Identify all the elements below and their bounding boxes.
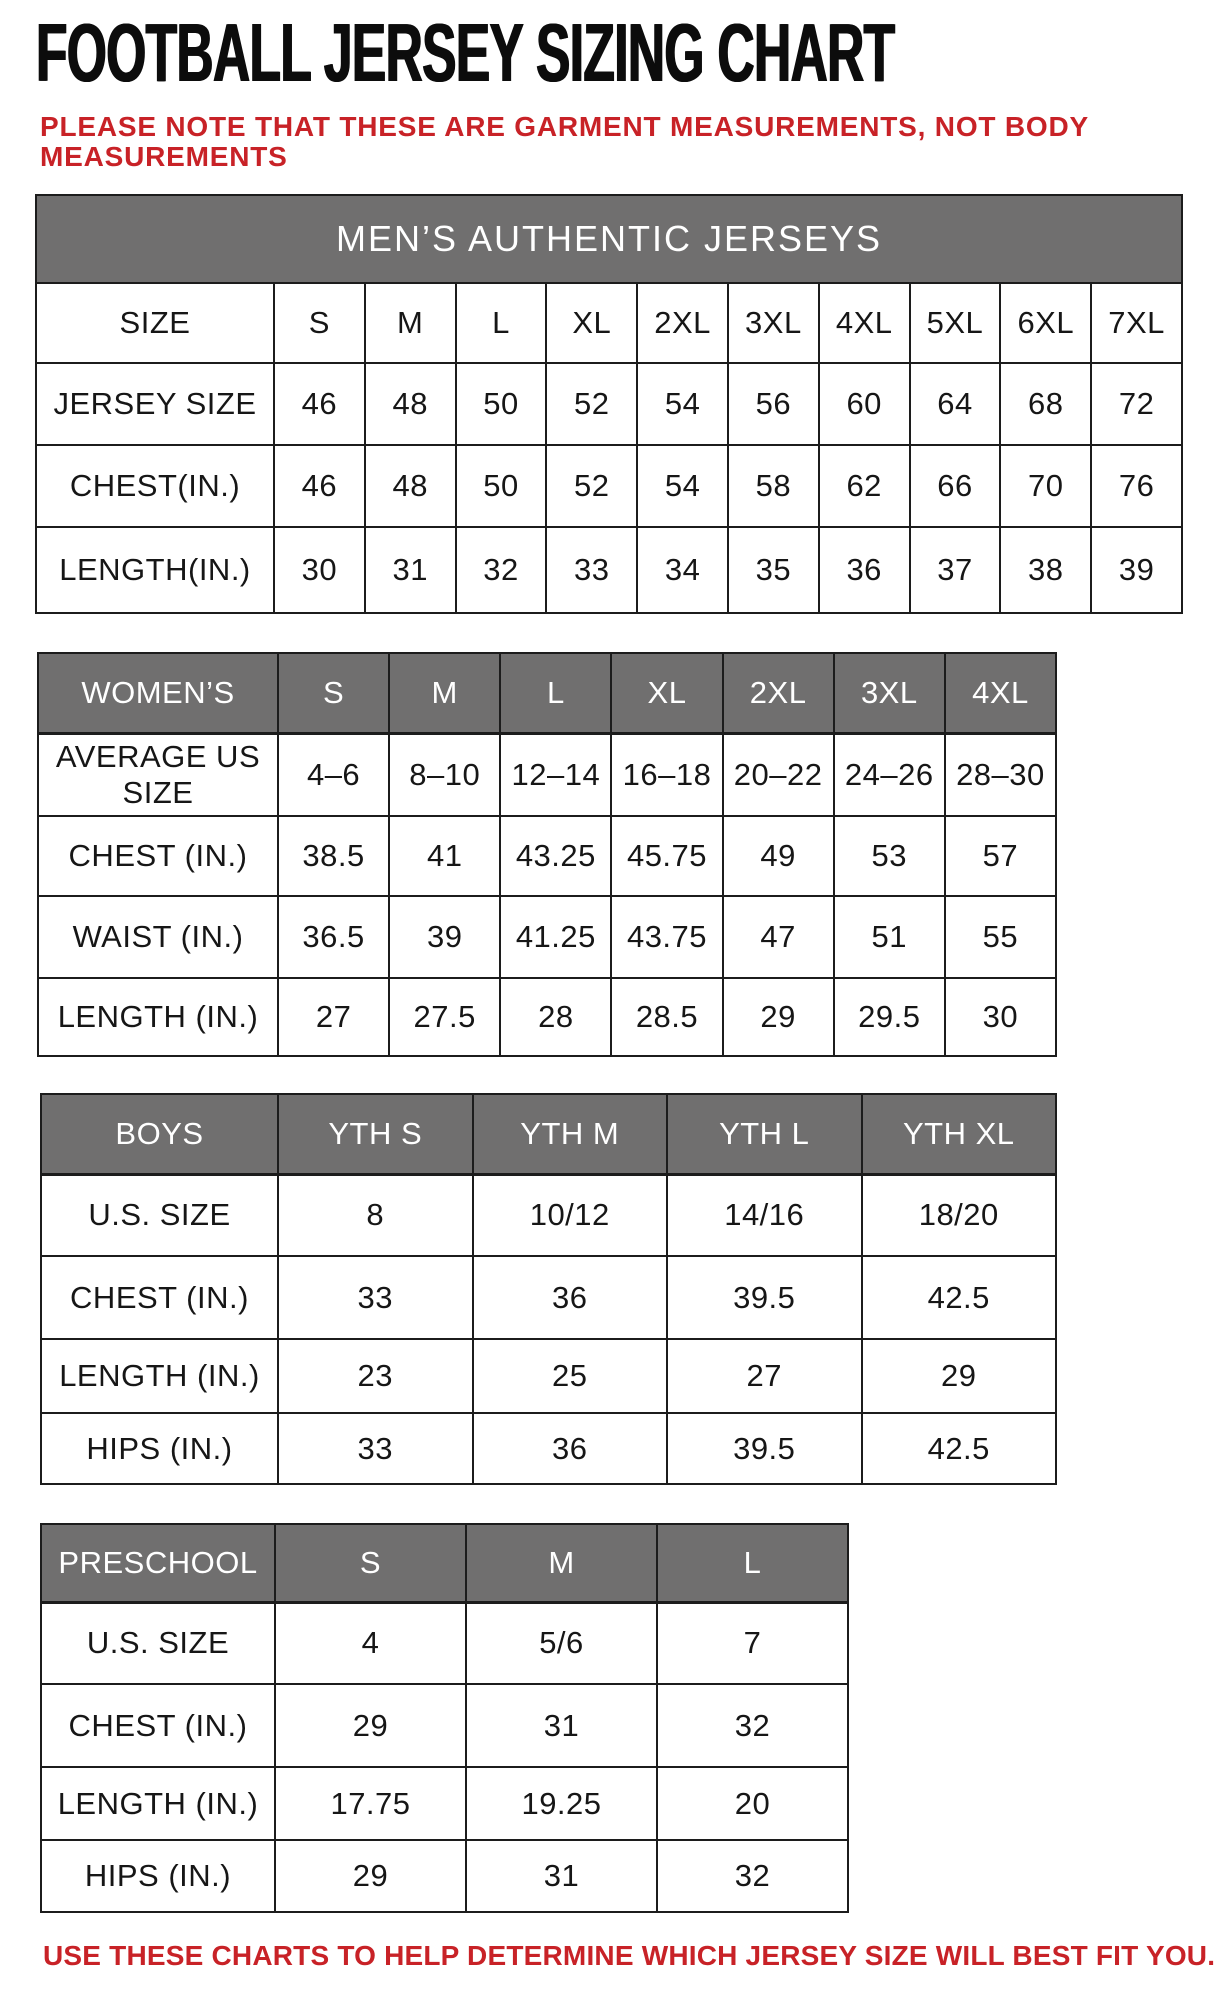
table-cell: 8–10 xyxy=(389,733,500,816)
table-cell: 51 xyxy=(834,896,945,978)
table-cell: 24–26 xyxy=(834,733,945,816)
table-cell: 48 xyxy=(365,363,456,445)
table-cell: 28 xyxy=(500,978,611,1056)
table-cell: 35 xyxy=(728,527,819,613)
table-cell: 8 xyxy=(278,1174,473,1256)
table-row xyxy=(38,733,1056,816)
table-cell: 58 xyxy=(728,445,819,527)
table-header-cell: M xyxy=(466,1524,657,1602)
table-cell: 60 xyxy=(819,363,910,445)
table-cell: 41.25 xyxy=(500,896,611,978)
table-cell: 12–14 xyxy=(500,733,611,816)
table-cell: 2XL xyxy=(637,283,728,363)
table-cell: M xyxy=(365,283,456,363)
table-cell: 62 xyxy=(819,445,910,527)
table-cell: 31 xyxy=(466,1684,657,1767)
table-cell: 49 xyxy=(723,816,834,896)
table-cell: 54 xyxy=(637,363,728,445)
table-cell: 66 xyxy=(910,445,1001,527)
page-title xyxy=(36,6,1220,99)
table-row xyxy=(36,527,1182,613)
table-row xyxy=(36,363,1182,445)
row-label: U.S. SIZE xyxy=(41,1174,278,1256)
table-cell: 32 xyxy=(657,1840,848,1912)
table-header-cell: L xyxy=(500,653,611,733)
table-cell: 29 xyxy=(723,978,834,1056)
table-cell: 20–22 xyxy=(723,733,834,816)
table-row xyxy=(36,445,1182,527)
table-cell: 39.5 xyxy=(667,1413,862,1484)
table-cell: XL xyxy=(546,283,637,363)
table-cell: 4 xyxy=(275,1602,466,1684)
table-cell: 28.5 xyxy=(611,978,722,1056)
table-cell: 7XL xyxy=(1091,283,1182,363)
table-cell: 7 xyxy=(657,1602,848,1684)
table-cell: 39.5 xyxy=(667,1256,862,1339)
table-cell: 28–30 xyxy=(945,733,1056,816)
mens-authentic-jerseys-table xyxy=(35,194,1183,614)
table-cell: 41 xyxy=(389,816,500,896)
table-cell: 29.5 xyxy=(834,978,945,1056)
row-label: CHEST (IN.) xyxy=(41,1256,278,1339)
table-cell: 17.75 xyxy=(275,1767,466,1840)
table-header-cell: YTH L xyxy=(667,1094,862,1174)
page-title-text: FOOTBALL JERSEY SIZING CHART xyxy=(36,6,895,99)
table-row xyxy=(41,1256,1056,1339)
table-cell: 42.5 xyxy=(862,1256,1057,1339)
table-cell: 45.75 xyxy=(611,816,722,896)
table-cell: 38.5 xyxy=(278,816,389,896)
row-label: LENGTH (IN.) xyxy=(41,1767,275,1840)
row-label: LENGTH (IN.) xyxy=(41,1339,278,1413)
table-cell: 55 xyxy=(945,896,1056,978)
table-cell: 27.5 xyxy=(389,978,500,1056)
table-cell: 37 xyxy=(910,527,1001,613)
table-cell: L xyxy=(456,283,547,363)
row-label: SIZE xyxy=(36,283,274,363)
table-row xyxy=(41,1602,848,1684)
mens-banner-row xyxy=(36,195,1182,283)
table-header-cell: M xyxy=(389,653,500,733)
table-cell: 72 xyxy=(1091,363,1182,445)
table-cell: 34 xyxy=(637,527,728,613)
table-cell: 25 xyxy=(473,1339,668,1413)
table-cell: 42.5 xyxy=(862,1413,1057,1484)
table-cell: 39 xyxy=(1091,527,1182,613)
row-label: JERSEY SIZE xyxy=(36,363,274,445)
row-label: CHEST (IN.) xyxy=(38,816,278,896)
table-cell: 64 xyxy=(910,363,1001,445)
womens-header-row xyxy=(38,653,1056,733)
boys-sizing-table xyxy=(40,1093,1057,1485)
table-cell: 43.25 xyxy=(500,816,611,896)
table-cell: 56 xyxy=(728,363,819,445)
table-cell: 50 xyxy=(456,445,547,527)
table-cell: 46 xyxy=(274,445,365,527)
row-label: HIPS (IN.) xyxy=(41,1413,278,1484)
table-header-cell: YTH XL xyxy=(862,1094,1057,1174)
table-cell: 19.25 xyxy=(466,1767,657,1840)
table-row xyxy=(41,1684,848,1767)
table-header-cell: YTH M xyxy=(473,1094,668,1174)
table-row xyxy=(41,1767,848,1840)
table-cell: 38 xyxy=(1000,527,1091,613)
row-label: U.S. SIZE xyxy=(41,1602,275,1684)
table-header-cell: S xyxy=(278,653,389,733)
table-row xyxy=(38,978,1056,1056)
table-cell: 14/16 xyxy=(667,1174,862,1256)
table-header-cell: YTH S xyxy=(278,1094,473,1174)
table-cell: 23 xyxy=(278,1339,473,1413)
table-header-label: WOMEN’S xyxy=(38,653,278,733)
table-header-label: PRESCHOOL xyxy=(41,1524,275,1602)
garment-measurements-note: PLEASE NOTE THAT THESE ARE GARMENT MEASUREMENTS, NOT BODY MEASUREMENTS xyxy=(40,111,1089,172)
table-cell: 29 xyxy=(862,1339,1057,1413)
table-cell: 18/20 xyxy=(862,1174,1057,1256)
row-label: CHEST(IN.) xyxy=(36,445,274,527)
table-cell: 36 xyxy=(473,1413,668,1484)
table-cell: S xyxy=(274,283,365,363)
table-cell: 10/12 xyxy=(473,1174,668,1256)
preschool-header-row xyxy=(41,1524,848,1602)
table-cell: 29 xyxy=(275,1840,466,1912)
table-row xyxy=(41,1339,1056,1413)
table-cell: 57 xyxy=(945,816,1056,896)
table-cell: 30 xyxy=(945,978,1056,1056)
table-cell: 39 xyxy=(389,896,500,978)
table-cell: 50 xyxy=(456,363,547,445)
table-header-label: BOYS xyxy=(41,1094,278,1174)
table-cell: 68 xyxy=(1000,363,1091,445)
fit-advice-note: USE THESE CHARTS TO HELP DETERMINE WHICH JERSEY SIZE WILL BEST FIT YOU. xyxy=(43,1940,1216,1971)
table-cell: 30 xyxy=(274,527,365,613)
table-cell: 33 xyxy=(278,1256,473,1339)
table-cell: 33 xyxy=(278,1413,473,1484)
table-cell: 31 xyxy=(466,1840,657,1912)
table-cell: 27 xyxy=(667,1339,862,1413)
womens-sizing-table xyxy=(37,652,1057,1057)
table-row xyxy=(36,283,1182,363)
preschool-sizing-table xyxy=(40,1523,849,1913)
row-label: LENGTH(IN.) xyxy=(36,527,274,613)
table-cell: 36.5 xyxy=(278,896,389,978)
row-label: AVERAGE US SIZE xyxy=(38,733,278,816)
table-header-cell: 3XL xyxy=(834,653,945,733)
table-header-cell: 2XL xyxy=(723,653,834,733)
row-label: WAIST (IN.) xyxy=(38,896,278,978)
boys-header-row xyxy=(41,1094,1056,1174)
table-cell: 32 xyxy=(657,1684,848,1767)
row-label: LENGTH (IN.) xyxy=(38,978,278,1056)
table-cell: 5XL xyxy=(910,283,1001,363)
table-cell: 52 xyxy=(546,445,637,527)
table-cell: 32 xyxy=(456,527,547,613)
table-cell: 48 xyxy=(365,445,456,527)
table-cell: 70 xyxy=(1000,445,1091,527)
table-cell: 52 xyxy=(546,363,637,445)
table-row xyxy=(41,1174,1056,1256)
table-header-cell: S xyxy=(275,1524,466,1602)
table-cell: 6XL xyxy=(1000,283,1091,363)
table-cell: 4–6 xyxy=(278,733,389,816)
table-cell: 20 xyxy=(657,1767,848,1840)
table-header-cell: L xyxy=(657,1524,848,1602)
table-cell: 47 xyxy=(723,896,834,978)
table-cell: 29 xyxy=(275,1684,466,1767)
table-row xyxy=(38,816,1056,896)
table-cell: 33 xyxy=(546,527,637,613)
table-row xyxy=(41,1413,1056,1484)
table-cell: 3XL xyxy=(728,283,819,363)
row-label: HIPS (IN.) xyxy=(41,1840,275,1912)
table-header-cell: XL xyxy=(611,653,722,733)
table-cell: 31 xyxy=(365,527,456,613)
table-cell: 4XL xyxy=(819,283,910,363)
table-cell: 5/6 xyxy=(466,1602,657,1684)
table-cell: 53 xyxy=(834,816,945,896)
table-cell: 36 xyxy=(819,527,910,613)
table-header-cell: 4XL xyxy=(945,653,1056,733)
table-cell: 36 xyxy=(473,1256,668,1339)
table-cell: 43.75 xyxy=(611,896,722,978)
table-row xyxy=(38,896,1056,978)
mens-table-banner: MEN’S AUTHENTIC JERSEYS xyxy=(36,195,1182,283)
table-cell: 27 xyxy=(278,978,389,1056)
table-cell: 54 xyxy=(637,445,728,527)
table-cell: 76 xyxy=(1091,445,1182,527)
table-row xyxy=(41,1840,848,1912)
row-label: CHEST (IN.) xyxy=(41,1684,275,1767)
table-cell: 16–18 xyxy=(611,733,722,816)
table-cell: 46 xyxy=(274,363,365,445)
